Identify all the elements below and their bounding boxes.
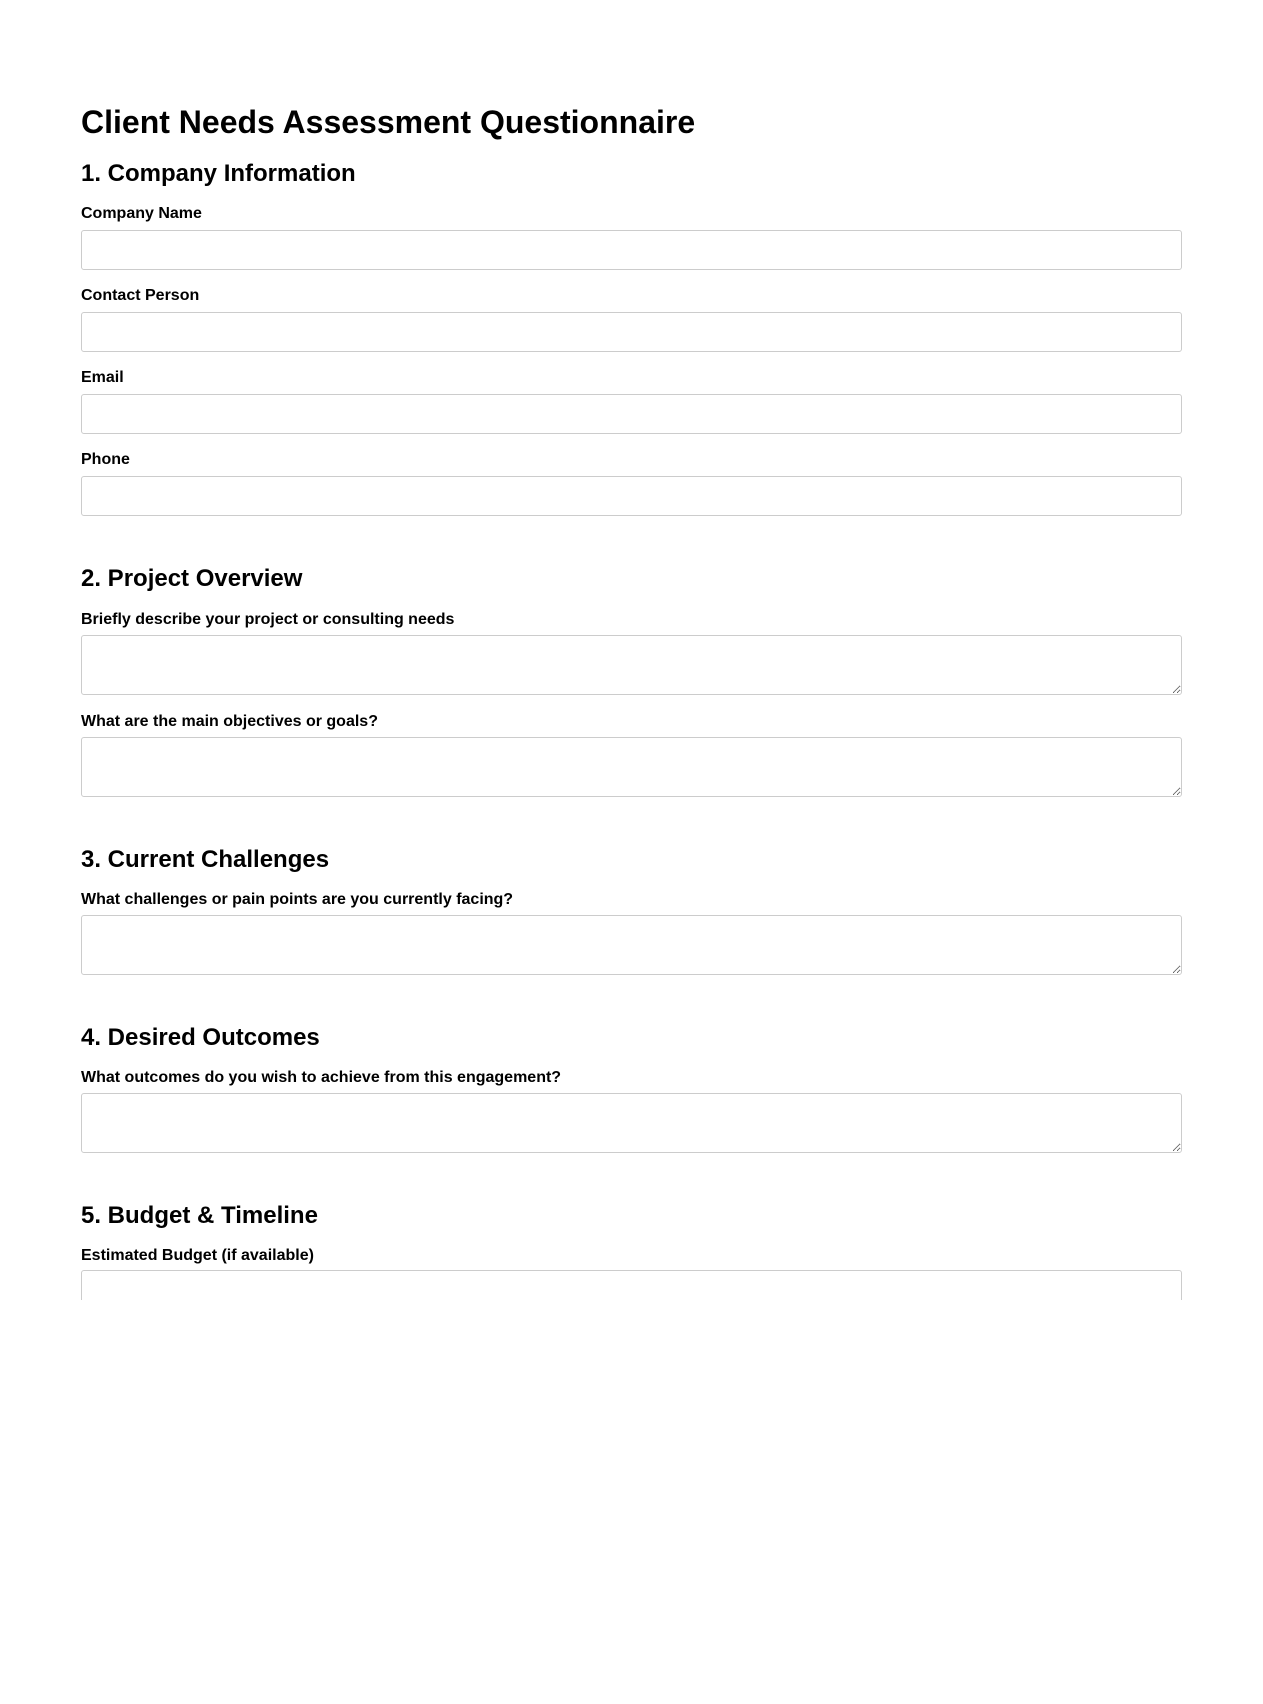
estimated-budget-label: Estimated Budget (if available) — [81, 1247, 314, 1264]
section-heading-budget-timeline: 5. Budget & Timeline — [81, 1202, 318, 1229]
email-label: Email — [81, 369, 124, 386]
section-heading-project-overview: 2. Project Overview — [81, 565, 303, 592]
contact-person-input[interactable] — [81, 312, 1182, 352]
section-heading-desired-outcomes: 4. Desired Outcomes — [81, 1024, 320, 1051]
challenges-label: What challenges or pain points are you currently facing? — [81, 891, 514, 908]
phone-input[interactable] — [81, 476, 1182, 516]
project-description-label: Briefly describe your project or consulting needs — [81, 611, 455, 628]
objectives-label: What are the main objectives or goals? — [81, 713, 378, 730]
outcomes-textarea[interactable] — [81, 1093, 1182, 1153]
objectives-textarea[interactable] — [81, 737, 1182, 797]
phone-label: Phone — [81, 451, 130, 468]
project-description-textarea[interactable] — [81, 635, 1182, 695]
email-input[interactable] — [81, 394, 1182, 434]
company-name-input[interactable] — [81, 230, 1182, 270]
section-heading-company-information: 1. Company Information — [81, 160, 356, 187]
company-name-label: Company Name — [81, 205, 202, 222]
estimated-budget-input[interactable] — [81, 1270, 1182, 1300]
outcomes-label: What outcomes do you wish to achieve from this engagement? — [81, 1069, 562, 1086]
contact-person-label: Contact Person — [81, 287, 200, 304]
section-heading-current-challenges: 3. Current Challenges — [81, 846, 330, 873]
challenges-textarea[interactable] — [81, 915, 1182, 975]
page-title: Client Needs Assessment Questionnaire — [81, 104, 696, 140]
